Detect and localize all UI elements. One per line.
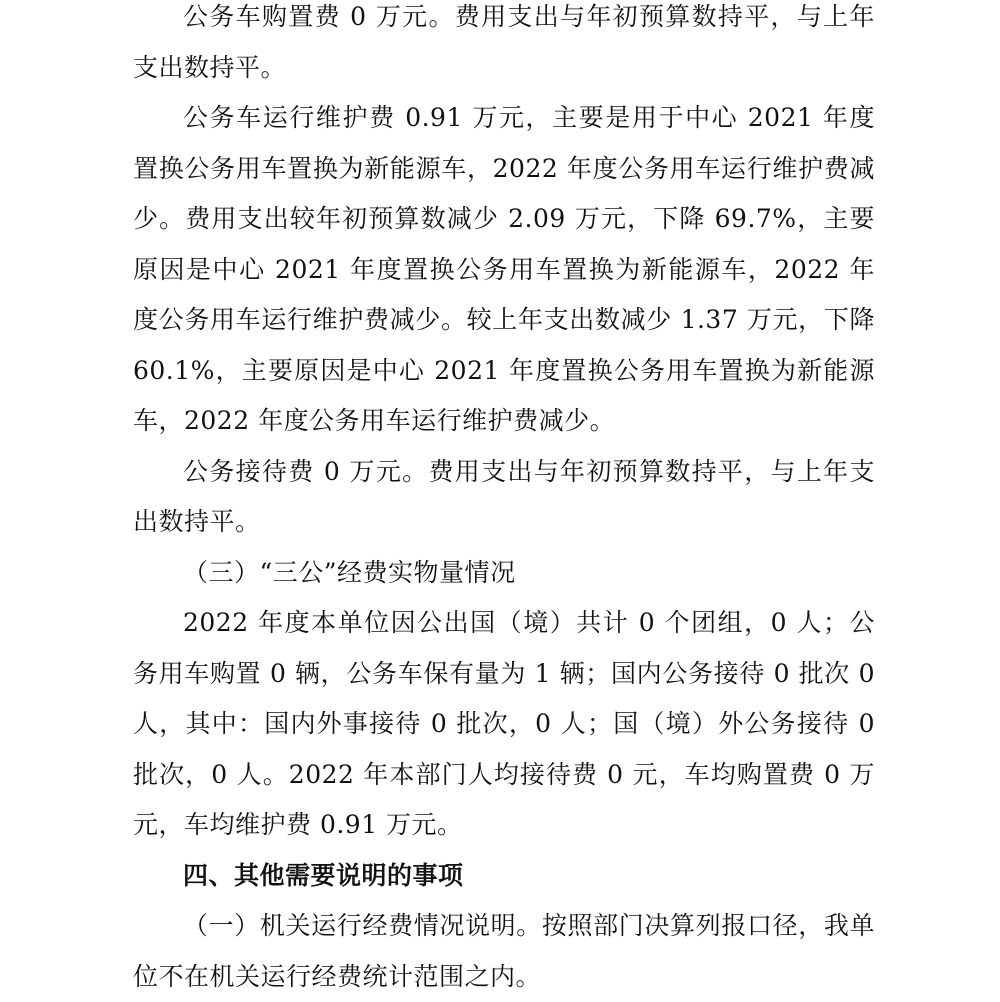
subheading-physical-quantity: （三）“三公”经费实物量情况 xyxy=(183,557,516,587)
paragraph-physical-quantity: 2022 年度本单位因公出国（境）共计 0 个团组，0 人；公务用车购置 0 辆，公务车保有量为 1 辆；国内公务接待 0 批次 0 人，其中：国内外事接待 0 批次，0 人；国（境）外公务接待 0 批次，0 人。2022 年本部门人均接待费 0 元，车均购置费 0 万元，车均维护费 0.91 万元。 xyxy=(133,608,875,839)
paragraph-reception: 公务接待费 0 万元。费用支出与年初预算数持平，与上年支出数持平。 xyxy=(133,456,875,536)
section-heading-other-matters: 四、其他需要说明的事项 xyxy=(183,860,464,890)
document-body xyxy=(133,0,875,1002)
paragraph-vehicle-maintenance: 公务车运行维护费 0.91 万元，主要是用于中心 2021 年度置换公务用车置换为新能源车，2022 年度公务用车运行维护费减少。费用支出较年初预算数减少 2.09 万元，下降 69.7%，主要原因是中心 2021 年度置换公务用车置换为新能源车，2022 年度公务用车运行维护费减少。较上年支出数减少 1.37 万元，下降 60.1%，主要原因是中心 2021 年度置换公务用车置换为新能源车，2022 年度公务用车运行维护费减少。 xyxy=(133,103,875,435)
paragraph-operating-expenses: （一）机关运行经费情况说明。按照部门决算列报口径，我单位不在机关运行经费统计范围之内。 xyxy=(133,911,875,991)
paragraph-vehicle-purchase: 公务车购置费 0 万元。费用支出与年初预算数持平，与上年支出数持平。 xyxy=(133,2,875,82)
